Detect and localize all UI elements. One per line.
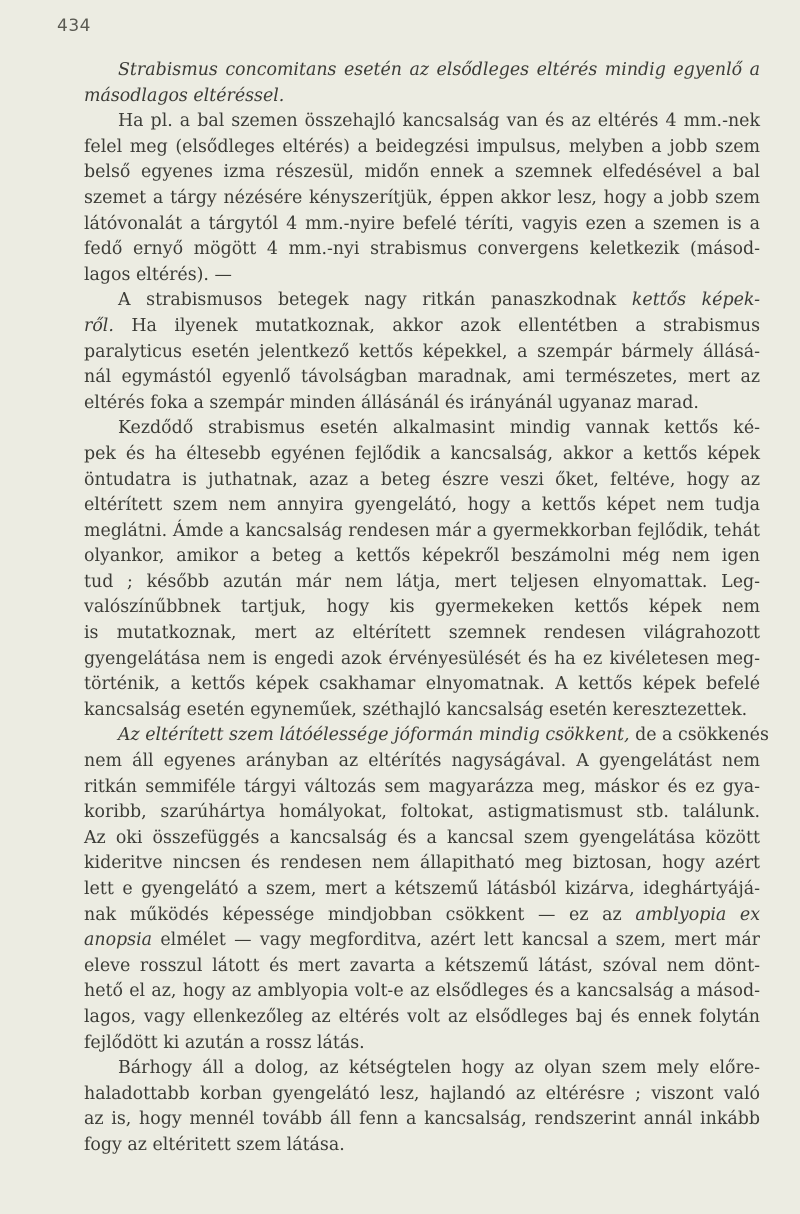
- text-segment: pek és ha éltesebb egyénen fejlődik a kancsalság, akkor a kettős képek: [84, 443, 760, 464]
- text-segment: valószínűbbnek tartjuk, hogy kis gyermekeken kettős képek nem: [84, 597, 760, 618]
- text-line: [84, 416, 760, 442]
- text-line: [84, 58, 760, 84]
- text-segment: hető el az, hogy az amblyopia volt-e az elsődleges és a kancsalság a másod-: [84, 981, 760, 1002]
- text-line: [84, 903, 760, 929]
- text-segment: A strabismusos betegek nagy ritkán panaszkodnak: [118, 290, 632, 311]
- text-segment: látóvonalát a tárgytól 4 mm.-nyire befelé téríti, vagyis ezen a szemen is a: [84, 213, 760, 234]
- italic-text-segment: másodlagos eltéréssel.: [84, 85, 285, 106]
- text-segment: kancsalság esetén egyneműek, széthajló kancsalság esetén keresztezettek.: [84, 699, 748, 720]
- text-line: [84, 442, 760, 468]
- text-segment: Ha pl. a bal szemen összehajló kancsalság van és az eltérés 4 mm.-nek: [118, 111, 760, 132]
- text-segment: szemet a tárgy nézésére kényszerítjük, éppen akkor lesz, hogy a jobb szem: [84, 187, 760, 208]
- text-segment: nem áll egyenes arányban az eltérítés nagyságával. A gyengelátást nem: [84, 751, 760, 772]
- body-text: [84, 58, 769, 1159]
- text-line: [84, 621, 760, 647]
- text-segment: Bárhogy áll a dolog, az kétségtelen hogy az olyan szem mely előre-: [118, 1058, 760, 1079]
- text-segment: de a csökkenés: [629, 725, 769, 746]
- text-segment: ritkán semmiféle tárgyi változás sem magyarázza meg, máskor és ez gya-: [84, 776, 760, 797]
- text-line: [84, 1056, 760, 1082]
- text-line: [84, 800, 760, 826]
- text-line: [84, 954, 760, 980]
- text-segment: fedő ernyő mögött 4 mm.-nyi strabismus convergens keletkezik (másod-: [84, 239, 760, 260]
- text-segment: nál egymástól egyenlő távolságban maradnak, ami természetes, mert az: [84, 367, 760, 388]
- italic-text-segment: Strabismus concomitans esetén az elsődleges eltérés mindig egyenlő a: [118, 60, 760, 80]
- text-line: [84, 84, 760, 110]
- text-line: [84, 826, 760, 852]
- italic-text-segment: Az eltérített szem látóélessége jóformán mindig csökkent,: [118, 725, 630, 746]
- text-line: [84, 1082, 760, 1108]
- text-line: [84, 237, 760, 263]
- text-line: [84, 877, 760, 903]
- text-segment: eleve rosszul látott és mert zavarta a kétszemű látást, szóval nem dönt-: [84, 955, 760, 976]
- text-line: [84, 775, 760, 801]
- italic-text-segment: kettős képek-: [631, 290, 761, 311]
- text-line: [84, 749, 760, 775]
- text-segment: lagos eltérés). —: [84, 264, 232, 285]
- italic-text-segment: anopsia: [84, 930, 153, 951]
- text-segment: olyankor, amikor a beteg a kettős képekről beszámolni még nem igen: [84, 546, 760, 567]
- text-line: [84, 647, 760, 673]
- text-line: [84, 672, 760, 698]
- text-segment: belső egyenes izma részesül, midőn ennek a szemnek elfedésével a bal: [84, 162, 760, 183]
- text-line: [84, 1107, 760, 1133]
- italic-text-segment: amblyopia ex: [635, 904, 761, 925]
- text-line: [84, 493, 760, 519]
- text-segment: lagos, vagy ellenkezőleg az eltérés volt az elsődleges baj és ennek folytán: [84, 1006, 760, 1027]
- text-line: [84, 698, 760, 724]
- text-line: [84, 570, 760, 596]
- text-line: [84, 544, 760, 570]
- text-line: [84, 928, 760, 954]
- text-segment: kideritve nincsen és rendesen nem állapitható meg biztosan, hogy azért: [84, 853, 760, 874]
- text-line: [84, 340, 760, 366]
- text-segment: öntudatra is juthatnak, azaz a beteg észre veszi őket, feltéve, hogy az: [84, 469, 760, 490]
- page-number: 434: [57, 16, 91, 36]
- text-line: [84, 135, 760, 161]
- text-segment: Ha ilyenek mutatkoznak, akkor azok ellentétben a strabismus: [113, 315, 760, 336]
- text-segment: lett e gyengelátó a szem, mert a kétszemű látásból kizárva, ideghártyájá-: [84, 879, 760, 899]
- text-segment: haladottabb korban gyengelátó lesz, hajlandó az eltérésre ; viszont való: [84, 1083, 760, 1104]
- text-line: [84, 1133, 760, 1159]
- text-line: [84, 288, 760, 314]
- text-line: [84, 365, 760, 391]
- text-segment: fogy az eltéritett szem látása.: [84, 1134, 345, 1155]
- text-segment: is mutatkoznak, mert az eltérített szemnek rendesen világrahozott: [84, 623, 760, 644]
- text-line: [84, 595, 760, 621]
- text-line: [84, 212, 760, 238]
- text-line: [84, 109, 760, 135]
- text-line: [84, 160, 760, 186]
- text-segment: meglátni. Ámde a kancsalság rendesen már a gyermekkorban fejlődik, tehát: [84, 520, 760, 541]
- italic-text-segment: ről.: [84, 315, 114, 336]
- text-line: [84, 1031, 760, 1057]
- text-segment: tud ; később azután már nem látja, mert teljesen elnyomattak. Leg-: [84, 571, 760, 592]
- text-line: [84, 186, 760, 212]
- text-segment: felel meg (elsődleges eltérés) a beidegzési impulsus, melyben a jobb szem: [84, 136, 760, 157]
- text-segment: paralyticus esetén jelentkező kettős képekkel, a szempár bármely állásá-: [84, 341, 760, 362]
- text-segment: az is, hogy mennél tovább áll fenn a kancsalság, rendszerint annál inkább: [84, 1109, 760, 1130]
- text-line: [84, 391, 760, 417]
- text-segment: történik, a kettős képek csakhamar elnyomatnak. A kettős képek befelé: [84, 674, 760, 695]
- text-line: [84, 314, 760, 340]
- text-line: [84, 723, 769, 749]
- text-line: [84, 468, 760, 494]
- text-segment: eltérés foka a szempár minden állásánál és irányánál ugyanaz marad.: [84, 392, 699, 413]
- text-line: [84, 1005, 760, 1031]
- text-segment: Az oki összefüggés a kancsalság és a kancsal szem gyengelátása között: [84, 827, 760, 848]
- text-segment: fejlődött ki azután a rossz látás.: [84, 1032, 365, 1053]
- text-segment: elmélet — vagy megforditva, azért lett kancsal a szem, mert már: [152, 930, 760, 951]
- text-line: [84, 851, 760, 877]
- text-segment: eltérített szem nem annyira gyengelátó, hogy a kettős képet nem tudja: [84, 495, 760, 516]
- text-segment: koribb, szarúhártya homályokat, foltokat, astigmatismust stb. találunk.: [84, 802, 760, 823]
- text-segment: gyengelátása nem is engedi azok érvényesülését és ha ez kivéletesen meg-: [84, 648, 760, 669]
- text-line: [84, 263, 760, 289]
- text-line: [84, 519, 760, 545]
- text-segment: nak működés képessége mindjobban csökkent — ez az: [84, 904, 636, 925]
- text-segment: Kezdődő strabismus esetén alkalmasint mindig vannak kettős ké-: [118, 418, 760, 439]
- text-line: [84, 979, 760, 1005]
